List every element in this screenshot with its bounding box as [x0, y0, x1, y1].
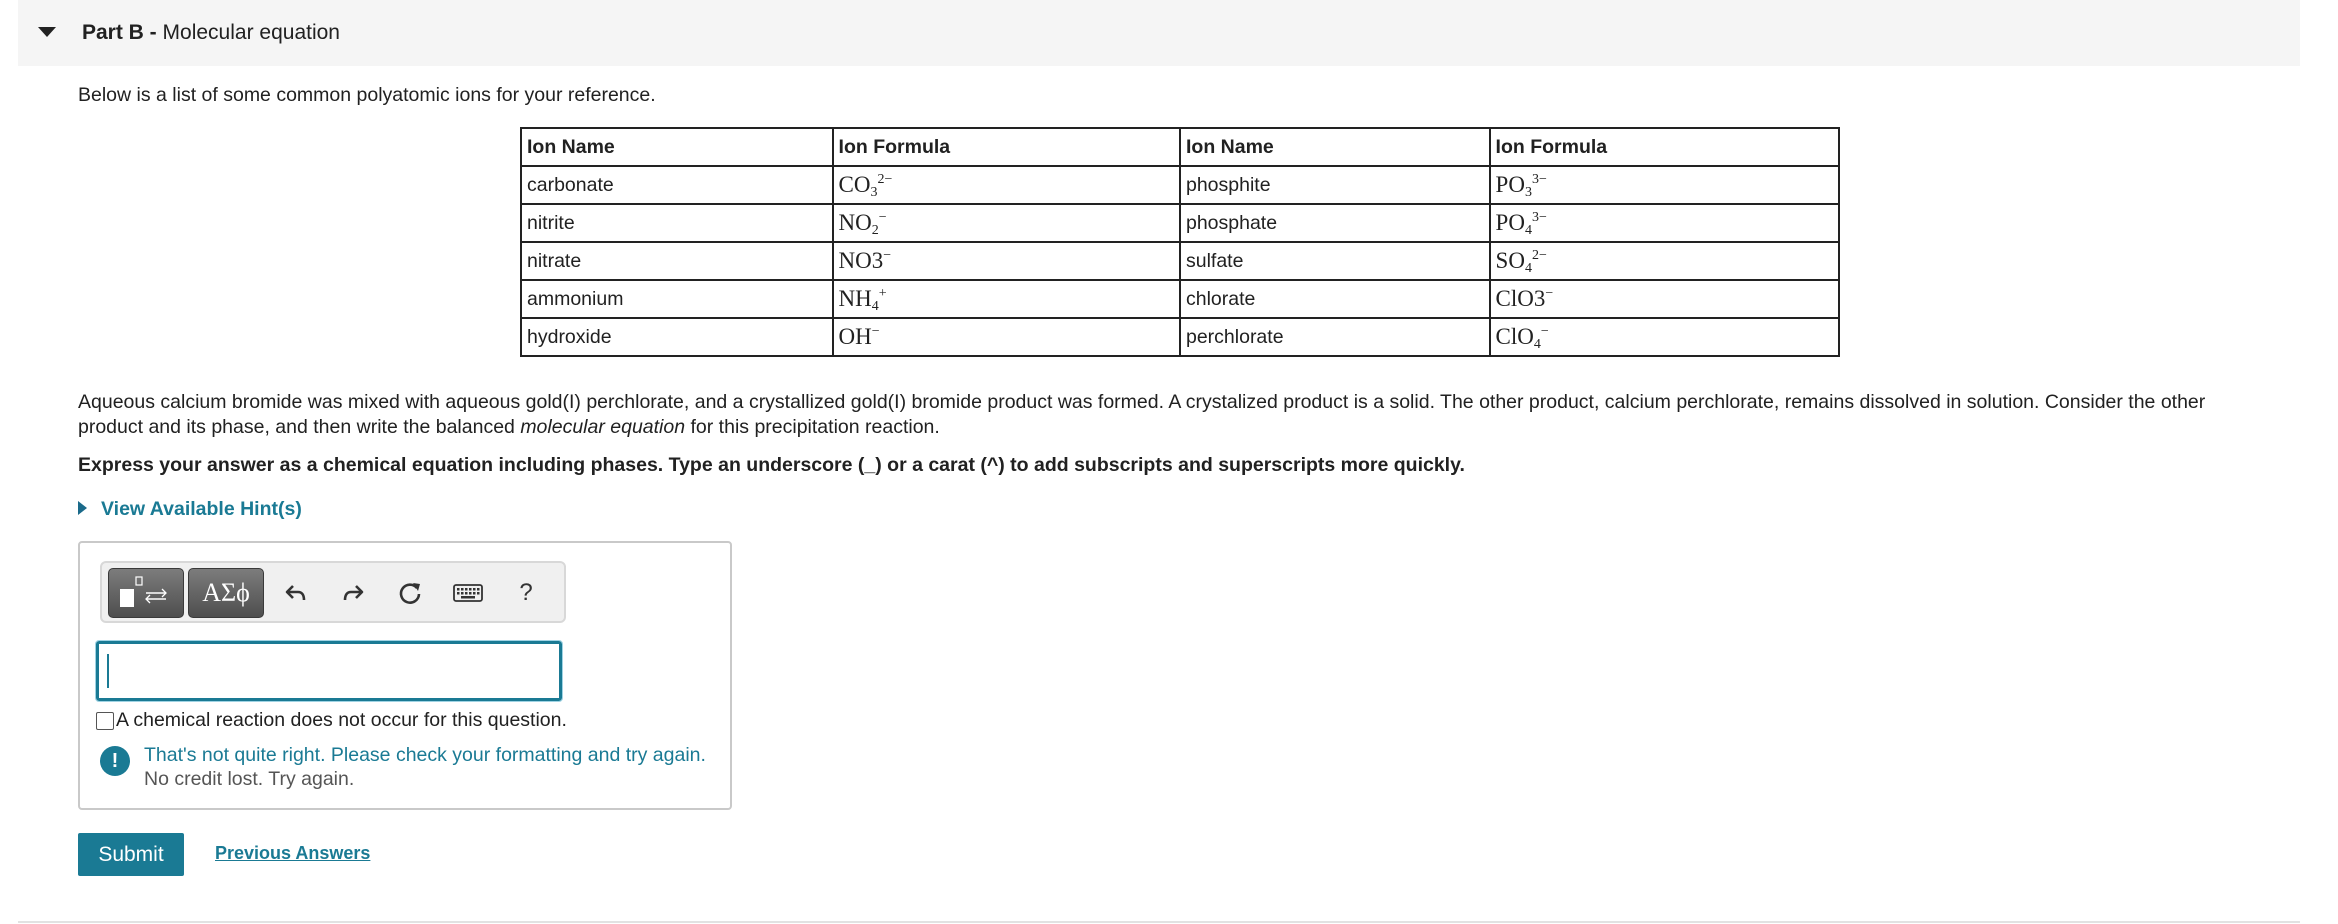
ion-formula: OH− [833, 318, 1180, 356]
greek-symbols-button[interactable]: ΑΣϕ [188, 568, 264, 618]
equation-toolbar [100, 561, 566, 623]
view-hints-toggle[interactable] [78, 498, 302, 521]
answer-panel [78, 541, 732, 810]
polyatomic-ions-table [520, 127, 1840, 357]
expand-caret-icon [78, 501, 87, 515]
keyboard-icon [453, 583, 483, 603]
part-header[interactable] [18, 0, 2300, 66]
alert-icon: ! [100, 746, 130, 776]
ion-formula: NO3− [833, 242, 1180, 280]
ion-name: chlorate [1180, 280, 1490, 318]
table-row [521, 204, 1839, 242]
problem-statement: Aqueous calcium bromide was mixed with aqueous gold(I) perchlorate, and a crystallized gold(I) bromide product was formed. A crystalized product is a solid. The other product, calcium perchlorate, remains dissolved in solution. Consider the other product and its phase, and then write the balanced molecular equation for this precipitation reaction. [78, 391, 2206, 438]
table-row [521, 318, 1839, 356]
help-icon: ? [519, 579, 533, 606]
table-row [521, 166, 1839, 204]
table-row [521, 280, 1839, 318]
undo-button[interactable] [278, 575, 314, 611]
ion-name: perchlorate [1180, 318, 1490, 356]
undo-icon [283, 580, 309, 606]
reset-button[interactable] [392, 575, 428, 611]
collapse-caret-icon[interactable] [38, 27, 56, 37]
ion-name: nitrate [521, 242, 833, 280]
intro-text: Below is a list of some common polyatomic ions for your reference. [78, 84, 656, 106]
table-row [521, 242, 1839, 280]
ion-formula: $NH_4^+$ [833, 280, 1180, 318]
column-header: Ion Name [1180, 128, 1490, 166]
ion-name: ammonium [521, 280, 833, 318]
ion-formula: $PO_3^{3-}$ [1490, 166, 1839, 204]
ion-formula: ClO$_4$− [1490, 318, 1839, 356]
ion-name: hydroxide [521, 318, 833, 356]
ion-formula: $CO_3^{2-}$ [833, 166, 1180, 204]
redo-icon [340, 580, 366, 606]
no-reaction-checkbox[interactable] [96, 712, 114, 730]
template-icon [116, 573, 176, 613]
ion-name: nitrite [521, 204, 833, 242]
column-header: Ion Formula [833, 128, 1180, 166]
no-reaction-option[interactable] [96, 709, 567, 732]
section-divider [18, 921, 2300, 923]
ion-name: sulfate [1180, 242, 1490, 280]
column-header: Ion Name [521, 128, 833, 166]
ion-formula: ClO3− [1490, 280, 1839, 318]
ion-name: phosphate [1180, 204, 1490, 242]
feedback-main: That's not quite right. Please check your formatting and try again. [144, 744, 706, 766]
feedback-message [100, 743, 706, 791]
redo-button[interactable] [335, 575, 371, 611]
ion-name: carbonate [521, 166, 833, 204]
reset-icon [396, 579, 424, 607]
ion-formula: $NO_2^-$ [833, 204, 1180, 242]
ion-name: phosphite [1180, 166, 1490, 204]
ion-formula: $PO_4^{3-}$ [1490, 204, 1839, 242]
previous-answers-link[interactable]: Previous Answers [215, 843, 371, 863]
column-header: Ion Formula [1490, 128, 1839, 166]
table-header-row [521, 128, 1839, 166]
feedback-sub: No credit lost. Try again. [144, 768, 355, 790]
answer-input[interactable] [96, 641, 562, 701]
text-cursor [107, 654, 109, 688]
ion-formula: $SO_4^{2-}$ [1490, 242, 1839, 280]
part-title: Part B - Molecular equation [82, 21, 340, 44]
help-button[interactable] [508, 575, 544, 611]
view-hints-label[interactable]: View Available Hint(s) [101, 498, 302, 520]
answer-instruction: Express your answer as a chemical equation including phases. Type an underscore (_) or a carat (^) to add subscripts and superscripts more quickly. [78, 454, 1465, 476]
submit-button[interactable]: Submit [78, 833, 184, 876]
no-reaction-label: A chemical reaction does not occur for this question. [116, 709, 567, 731]
template-button[interactable] [108, 568, 184, 618]
keyboard-button[interactable] [450, 575, 486, 611]
